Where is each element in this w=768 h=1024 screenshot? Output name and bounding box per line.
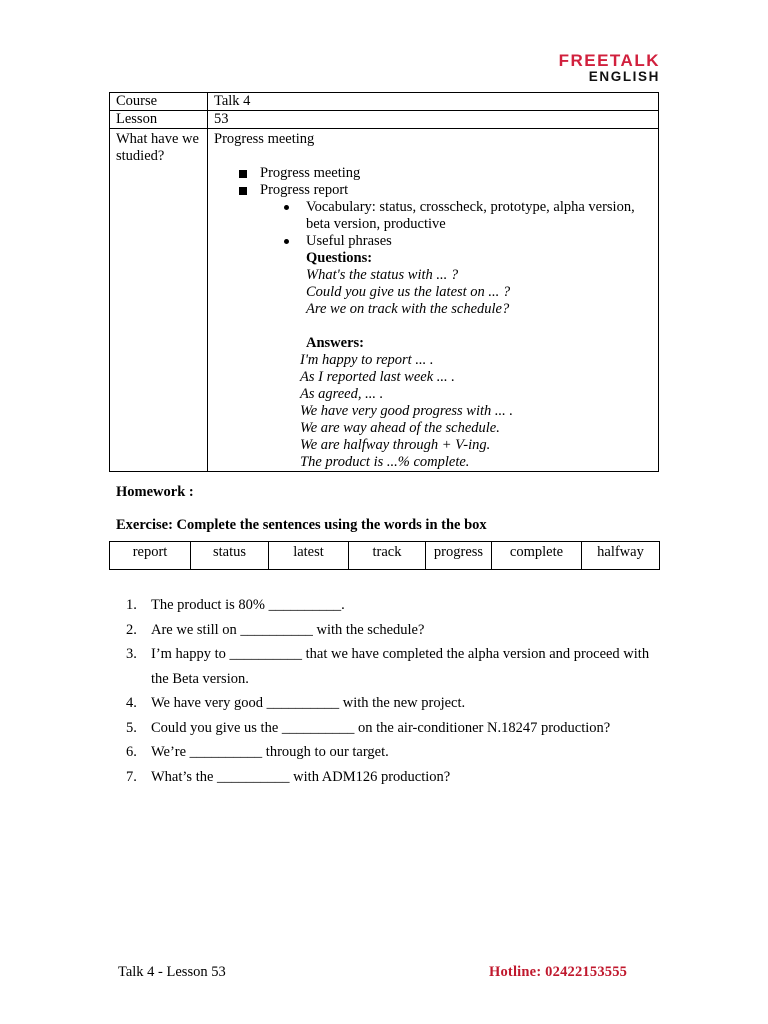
sentence-number: 2. (126, 621, 137, 638)
studied-label: What have we studied? (110, 129, 208, 472)
course-row (110, 93, 659, 111)
word-cell: progress (426, 542, 492, 570)
sentence-number: 4. (126, 695, 137, 711)
footer-lesson: Talk 4 - Lesson 53 (118, 964, 226, 980)
word-cell: complete (492, 542, 582, 570)
word-box-row (110, 542, 660, 570)
question-phrase: Could you give us the latest on ... ? (306, 284, 511, 300)
lesson-label: Lesson (110, 111, 208, 129)
questions-heading: Questions: (306, 250, 373, 266)
sentence-item (116, 642, 661, 691)
sentence-item (116, 716, 661, 741)
sentence-text: We have very good __________ with the new project. (151, 695, 466, 711)
sentence-text: What’s the __________ with ADM126 production? (151, 768, 451, 785)
list-item (214, 182, 652, 471)
answer-phrase: As agreed, ... . (300, 386, 384, 402)
question-phrase: Are we on track with the schedule? (306, 301, 510, 317)
list-item-label: Progress report (260, 182, 349, 198)
lesson-info-table (109, 92, 659, 472)
list-item-label: Progress meeting (260, 165, 361, 181)
course-label: Course (110, 93, 208, 111)
answer-phrase: We are way ahead of the schedule. (300, 420, 500, 436)
round-bullet-icon (284, 205, 289, 210)
answer-phrase: We are halfway through + V-ing. (300, 437, 491, 453)
logo-line-2: ENGLISH (588, 69, 660, 84)
studied-content (208, 129, 659, 472)
footer-hotline: Hotline: 02422153555 (489, 964, 628, 980)
homework-heading: Homework : (116, 484, 194, 500)
exercise-sentences (116, 593, 661, 789)
studied-row (110, 129, 659, 472)
topic-title: Progress meeting (214, 131, 315, 147)
word-cell: latest (269, 542, 349, 570)
sentence-item (116, 691, 661, 716)
sentence-number: 7. (126, 768, 137, 785)
sub-list-item (260, 199, 652, 233)
list-item (214, 165, 652, 182)
sub-list-item-label: Vocabulary: status, crosscheck, prototype, alpha version, beta version, productive (306, 199, 635, 232)
square-bullet-icon (239, 170, 247, 178)
word-cell: track (349, 542, 426, 570)
word-box (109, 541, 660, 570)
sub-list (260, 199, 652, 471)
sentence-item (116, 740, 661, 765)
exercise-title: Exercise: Complete the sentences using the words in the box (116, 517, 487, 533)
answer-phrase: I'm happy to report ... . (300, 352, 434, 368)
sentence-number: 1. (126, 597, 137, 613)
lesson-value: 53 (208, 111, 659, 129)
sentence-text: We’re __________ through to our target. (151, 744, 389, 760)
sub-list-item (260, 233, 652, 471)
square-bullet-icon (239, 187, 247, 195)
answer-phrase: As I reported last week ... . (300, 369, 455, 385)
question-phrase: What's the status with ... ? (306, 267, 459, 283)
answers-list (300, 352, 652, 471)
word-cell: halfway (582, 542, 660, 570)
sub-list-item-label: Useful phrases (306, 233, 392, 249)
sentence-item (116, 618, 661, 643)
sentence-text: Could you give us the __________ on the air-conditioner N.18247 production? (151, 719, 611, 736)
word-cell: report (110, 542, 191, 570)
round-bullet-icon (284, 239, 289, 244)
sentence-item (116, 593, 661, 618)
freetalk-english-logo (548, 52, 660, 84)
sentence-text: I’m happy to __________ that we have completed the alpha version and proceed with the Beta version. (151, 646, 650, 687)
answer-phrase: We have very good progress with ... . (300, 403, 514, 419)
sentence-number: 3. (126, 646, 137, 662)
course-value: Talk 4 (208, 93, 659, 111)
logo-line-1: FREETALK (558, 51, 660, 70)
lesson-row (110, 111, 659, 129)
sentence-text: The product is 80% __________. (151, 597, 345, 613)
sentence-number: 6. (126, 744, 137, 760)
answer-phrase: The product is ...% complete. (300, 454, 470, 470)
sentence-text: Are we still on __________ with the schedule? (151, 621, 425, 638)
answers-heading: Answers: (306, 335, 364, 351)
topic-list (214, 165, 652, 471)
word-cell: status (191, 542, 269, 570)
sentence-number: 5. (126, 719, 137, 736)
sentence-item (116, 765, 661, 790)
